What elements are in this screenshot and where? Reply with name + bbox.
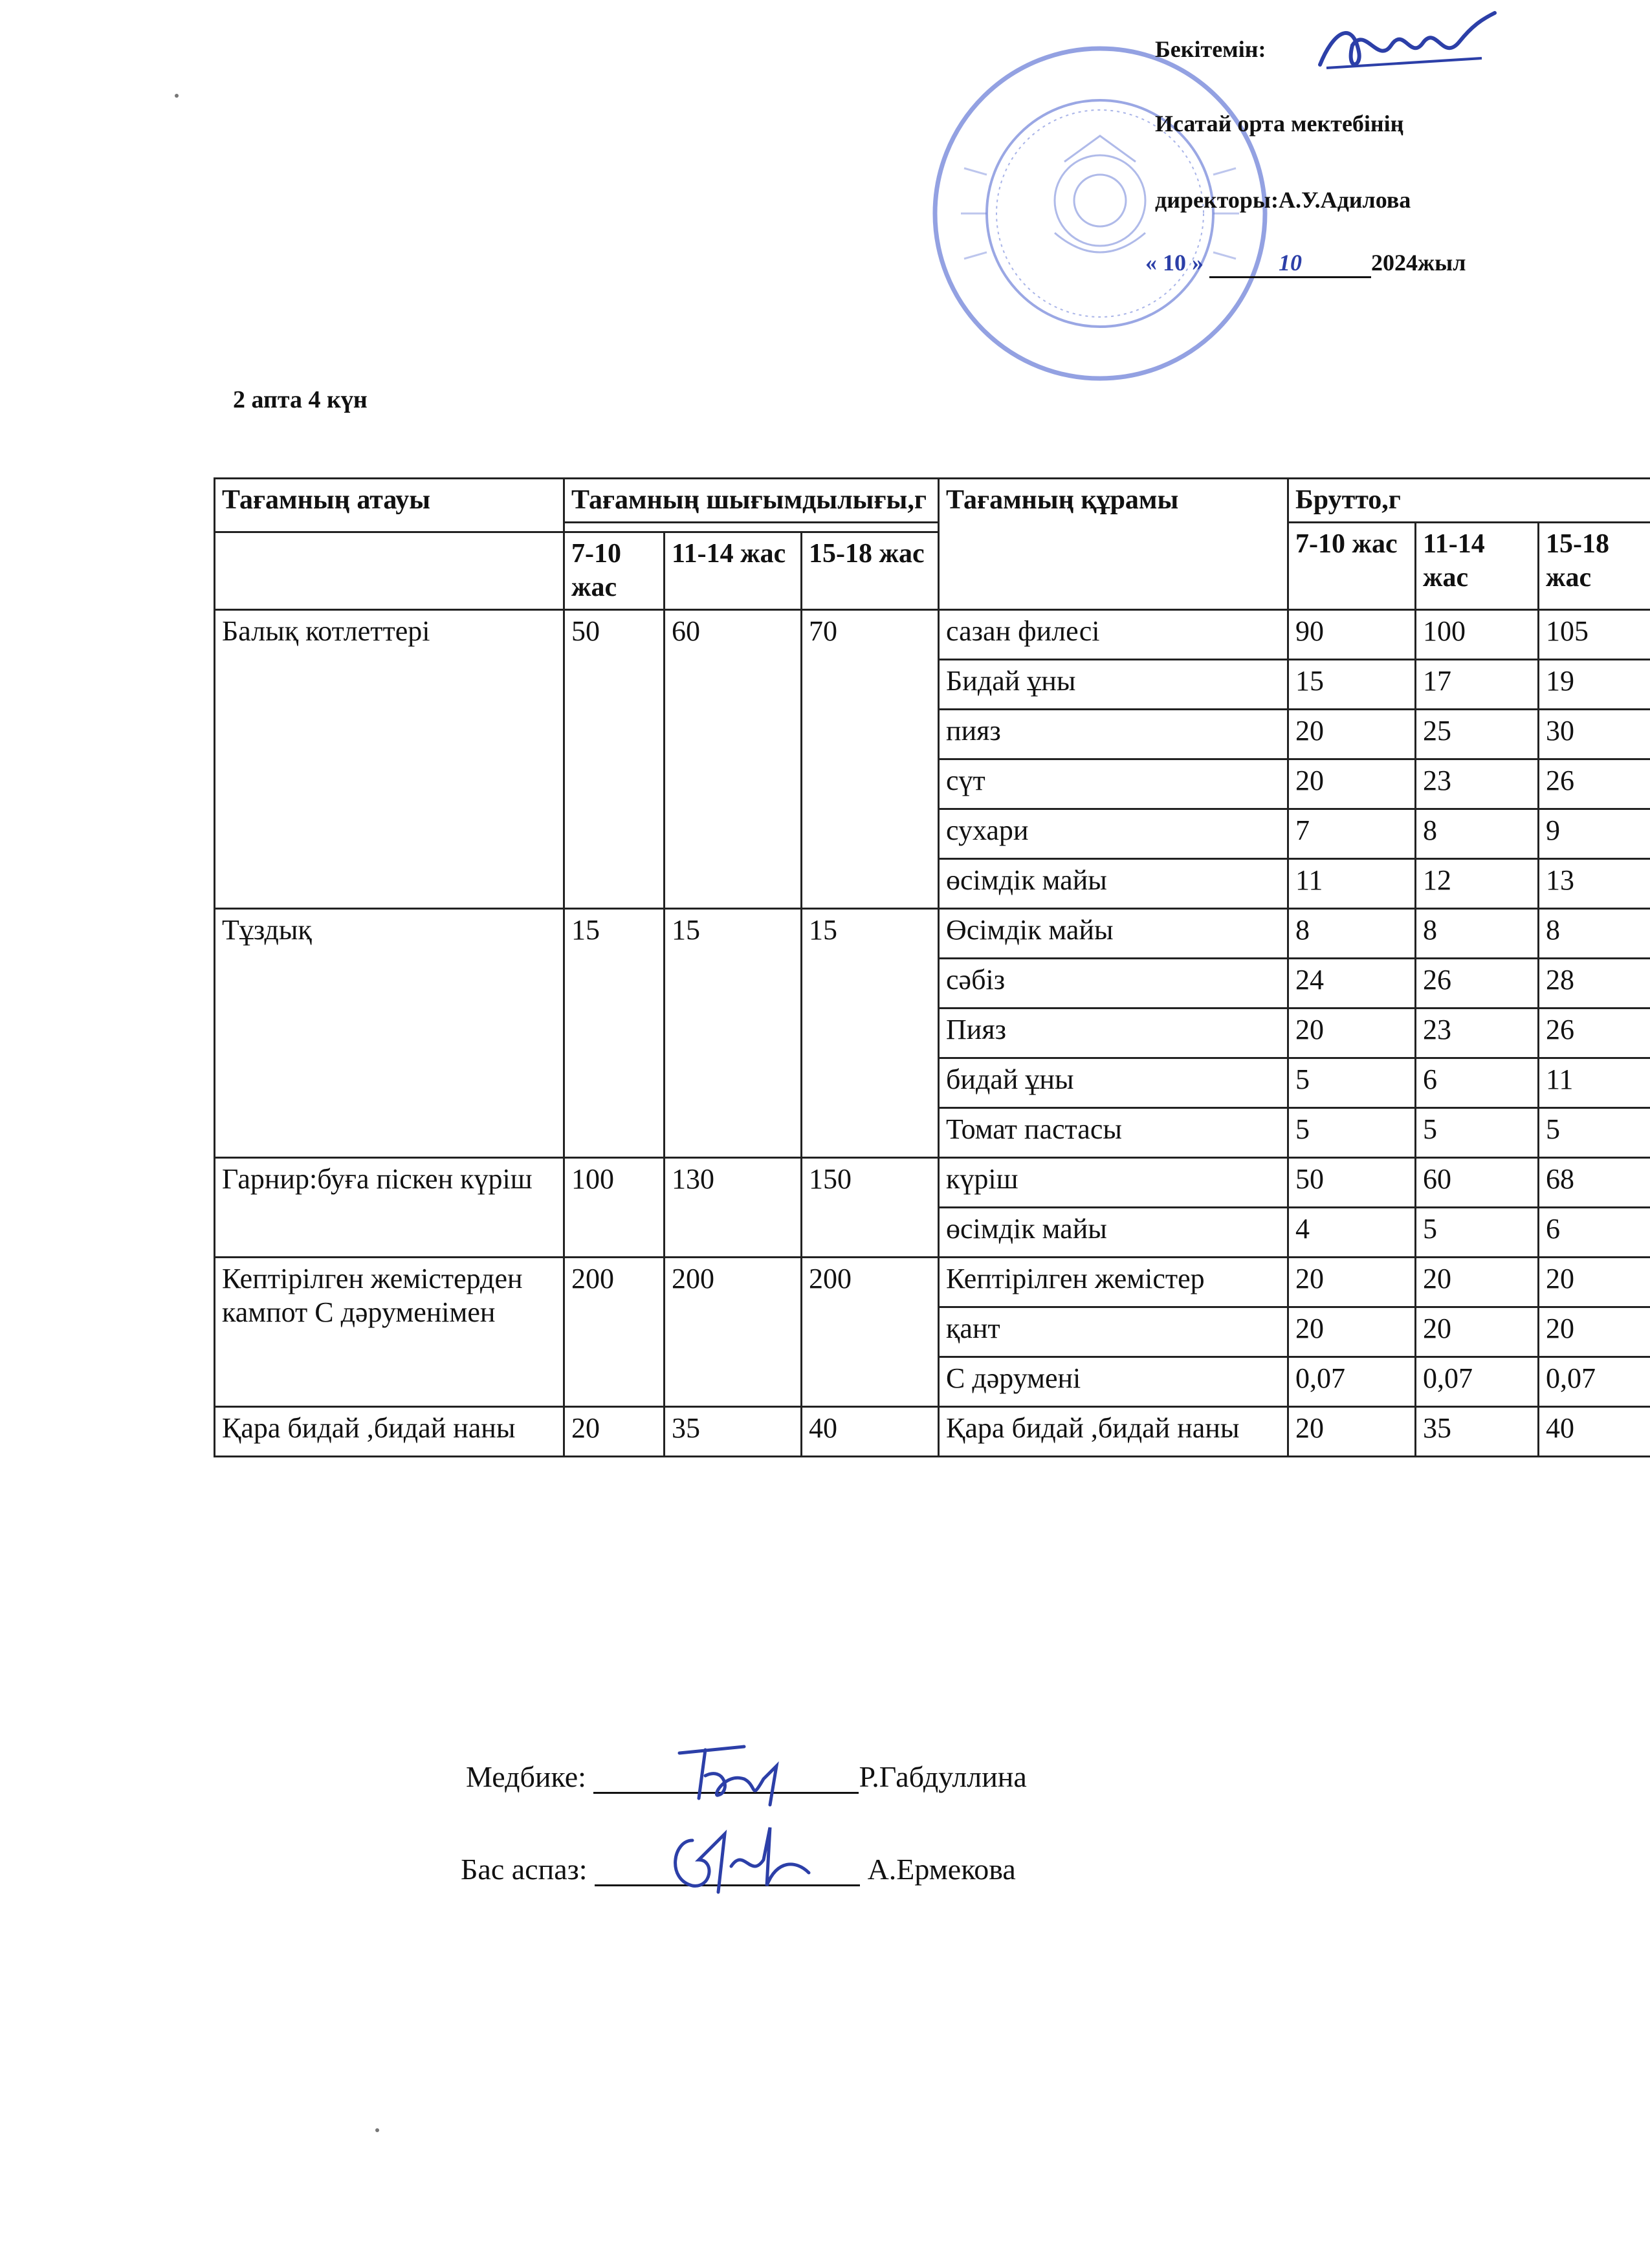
brutto-cell: 50 — [1288, 1157, 1416, 1207]
brutto-cell: 5 — [1288, 1058, 1416, 1107]
header-dish-name: Тағамның атауы — [215, 479, 564, 532]
brutto-cell: 20 — [1539, 1257, 1650, 1307]
brutto-cell: 25 — [1416, 709, 1539, 759]
ingredient-cell: сазан филесі — [939, 609, 1288, 659]
brutto-cell: 23 — [1416, 759, 1539, 809]
brutto-cell: 8 — [1416, 809, 1539, 858]
nurse-label: Медбике: — [466, 1760, 586, 1793]
ingredient-cell: сухари — [939, 809, 1288, 858]
brutto-cell: 9 — [1539, 809, 1650, 858]
brutto-cell: 26 — [1416, 958, 1539, 1008]
school-name: Исатай орта мектебінің — [1155, 111, 1404, 136]
brutto-cell: 12 — [1416, 858, 1539, 908]
brutto-cell: 11 — [1539, 1058, 1650, 1107]
brutto-cell: 30 — [1539, 709, 1650, 759]
ingredient-cell: Бидай ұны — [939, 659, 1288, 709]
ingredient-cell: Томат пастасы — [939, 1107, 1288, 1157]
dish-name-cell: Тұздық — [215, 908, 564, 1157]
scan-speck — [375, 2128, 379, 2132]
yield-cell: 70 — [802, 609, 939, 908]
ingredient-cell: қант — [939, 1307, 1288, 1357]
scan-speck — [175, 94, 179, 98]
yield-cell: 20 — [564, 1406, 665, 1456]
brutto-cell: 4 — [1288, 1207, 1416, 1257]
brutto-cell: 8 — [1416, 908, 1539, 958]
brutto-cell: 5 — [1416, 1207, 1539, 1257]
header-brutto: Брутто,г — [1288, 479, 1650, 523]
brutto-cell: 40 — [1539, 1406, 1650, 1456]
brutto-cell: 24 — [1288, 958, 1416, 1008]
date-day: « 10 » — [1145, 250, 1204, 276]
yield-cell: 15 — [802, 908, 939, 1157]
table-row — [215, 908, 1650, 958]
brutto-cell: 7 — [1288, 809, 1416, 858]
header-composition: Тағамның құрамы — [939, 479, 1288, 610]
brutto-cell: 20 — [1288, 709, 1416, 759]
nurse-signature — [666, 1740, 809, 1811]
ingredient-cell: Қара бидай ,бидай наны — [939, 1406, 1288, 1456]
ingredient-cell: өсімдік майы — [939, 1207, 1288, 1257]
header-yield-age3: 15-18 жас — [802, 532, 939, 609]
official-stamp — [925, 39, 1275, 388]
dish-name-cell: Балық котлеттері — [215, 609, 564, 908]
brutto-cell: 5 — [1416, 1107, 1539, 1157]
brutto-cell: 11 — [1288, 858, 1416, 908]
brutto-cell: 6 — [1416, 1058, 1539, 1107]
yield-cell: 15 — [665, 908, 802, 1157]
header-yield: Тағамның шығымдылығы,г — [564, 479, 939, 523]
week-day-title: 2 апта 4 күн — [233, 386, 368, 413]
header-yield-age2: 11-14 жас — [665, 532, 802, 609]
yield-cell: 15 — [564, 908, 665, 1157]
header-name-spacer — [215, 532, 564, 609]
brutto-cell: 20 — [1288, 759, 1416, 809]
brutto-cell: 0,07 — [1416, 1357, 1539, 1406]
brutto-cell: 19 — [1539, 659, 1650, 709]
brutto-cell: 100 — [1416, 609, 1539, 659]
header-yield-spacer — [564, 522, 939, 532]
brutto-cell: 0,07 — [1539, 1357, 1650, 1406]
brutto-cell: 105 — [1539, 609, 1650, 659]
brutto-cell: 28 — [1539, 958, 1650, 1008]
brutto-cell: 8 — [1288, 908, 1416, 958]
brutto-cell: 20 — [1288, 1406, 1416, 1456]
yield-cell: 60 — [665, 609, 802, 908]
menu-table-body — [215, 609, 1650, 1456]
yield-cell: 35 — [665, 1406, 802, 1456]
ingredient-cell: пияз — [939, 709, 1288, 759]
brutto-cell: 6 — [1539, 1207, 1650, 1257]
brutto-cell: 13 — [1539, 858, 1650, 908]
dish-name-cell: Гарнир:буға піскен күріш — [215, 1157, 564, 1257]
table-row — [215, 1406, 1650, 1456]
yield-cell: 200 — [564, 1257, 665, 1406]
cook-name: А.Ермекова — [867, 1853, 1016, 1886]
brutto-cell: 20 — [1288, 1307, 1416, 1357]
nurse-name: Р.Габдуллина — [859, 1760, 1027, 1793]
header-yield-age1: 7-10 жас — [564, 532, 665, 609]
brutto-cell: 26 — [1539, 1008, 1650, 1058]
brutto-cell: 17 — [1416, 659, 1539, 709]
yield-cell: 200 — [665, 1257, 802, 1406]
brutto-cell: 5 — [1539, 1107, 1650, 1157]
brutto-cell: 20 — [1288, 1257, 1416, 1307]
brutto-cell: 60 — [1416, 1157, 1539, 1207]
brutto-cell: 8 — [1539, 908, 1650, 958]
brutto-cell: 20 — [1539, 1307, 1650, 1357]
ingredient-cell: Пияз — [939, 1008, 1288, 1058]
yield-cell: 130 — [665, 1157, 802, 1257]
brutto-cell: 35 — [1416, 1406, 1539, 1456]
yield-cell: 40 — [802, 1406, 939, 1456]
ingredient-cell: Кептірілген жемістер — [939, 1257, 1288, 1307]
date-month: 10 — [1209, 249, 1371, 278]
ingredient-cell: өсімдік майы — [939, 858, 1288, 908]
header-brutto-age3: 15-18 жас — [1539, 522, 1650, 609]
cook-signature — [654, 1821, 822, 1905]
ingredient-cell: С дәрумені — [939, 1357, 1288, 1406]
header-brutto-age1: 7-10 жас — [1288, 522, 1416, 609]
brutto-cell: 20 — [1288, 1008, 1416, 1058]
brutto-cell: 0,07 — [1288, 1357, 1416, 1406]
brutto-cell: 68 — [1539, 1157, 1650, 1207]
yield-cell: 100 — [564, 1157, 665, 1257]
ingredient-cell: Өсімдік майы — [939, 908, 1288, 958]
date-year: 2024жыл — [1371, 250, 1466, 276]
brutto-cell: 15 — [1288, 659, 1416, 709]
ingredient-cell: сүт — [939, 759, 1288, 809]
brutto-cell: 26 — [1539, 759, 1650, 809]
menu-table — [214, 477, 1650, 1457]
table-row — [215, 609, 1650, 659]
yield-cell: 150 — [802, 1157, 939, 1257]
ingredient-cell: күріш — [939, 1157, 1288, 1207]
ingredient-cell: бидай ұны — [939, 1058, 1288, 1107]
director-signature — [1307, 6, 1501, 84]
yield-cell: 200 — [802, 1257, 939, 1406]
cook-label: Бас аспаз: — [461, 1853, 588, 1886]
table-row — [215, 1257, 1650, 1307]
ingredient-cell: сәбіз — [939, 958, 1288, 1008]
approve-label: Бекітемін: — [1155, 36, 1266, 62]
brutto-cell: 20 — [1416, 1307, 1539, 1357]
brutto-cell: 5 — [1288, 1107, 1416, 1157]
dish-name-cell: Кептірілген жемістерден кампот С дәруменімен — [215, 1257, 564, 1406]
director-name: директоры:А.У.Адилова — [1155, 187, 1411, 213]
dish-name-cell: Қара бидай ,бидай наны — [215, 1406, 564, 1456]
table-row — [215, 1157, 1650, 1207]
brutto-cell: 90 — [1288, 609, 1416, 659]
brutto-cell: 23 — [1416, 1008, 1539, 1058]
approval-date — [1145, 249, 1466, 278]
yield-cell: 50 — [564, 609, 665, 908]
brutto-cell: 20 — [1416, 1257, 1539, 1307]
header-brutto-age2: 11-14 жас — [1416, 522, 1539, 609]
